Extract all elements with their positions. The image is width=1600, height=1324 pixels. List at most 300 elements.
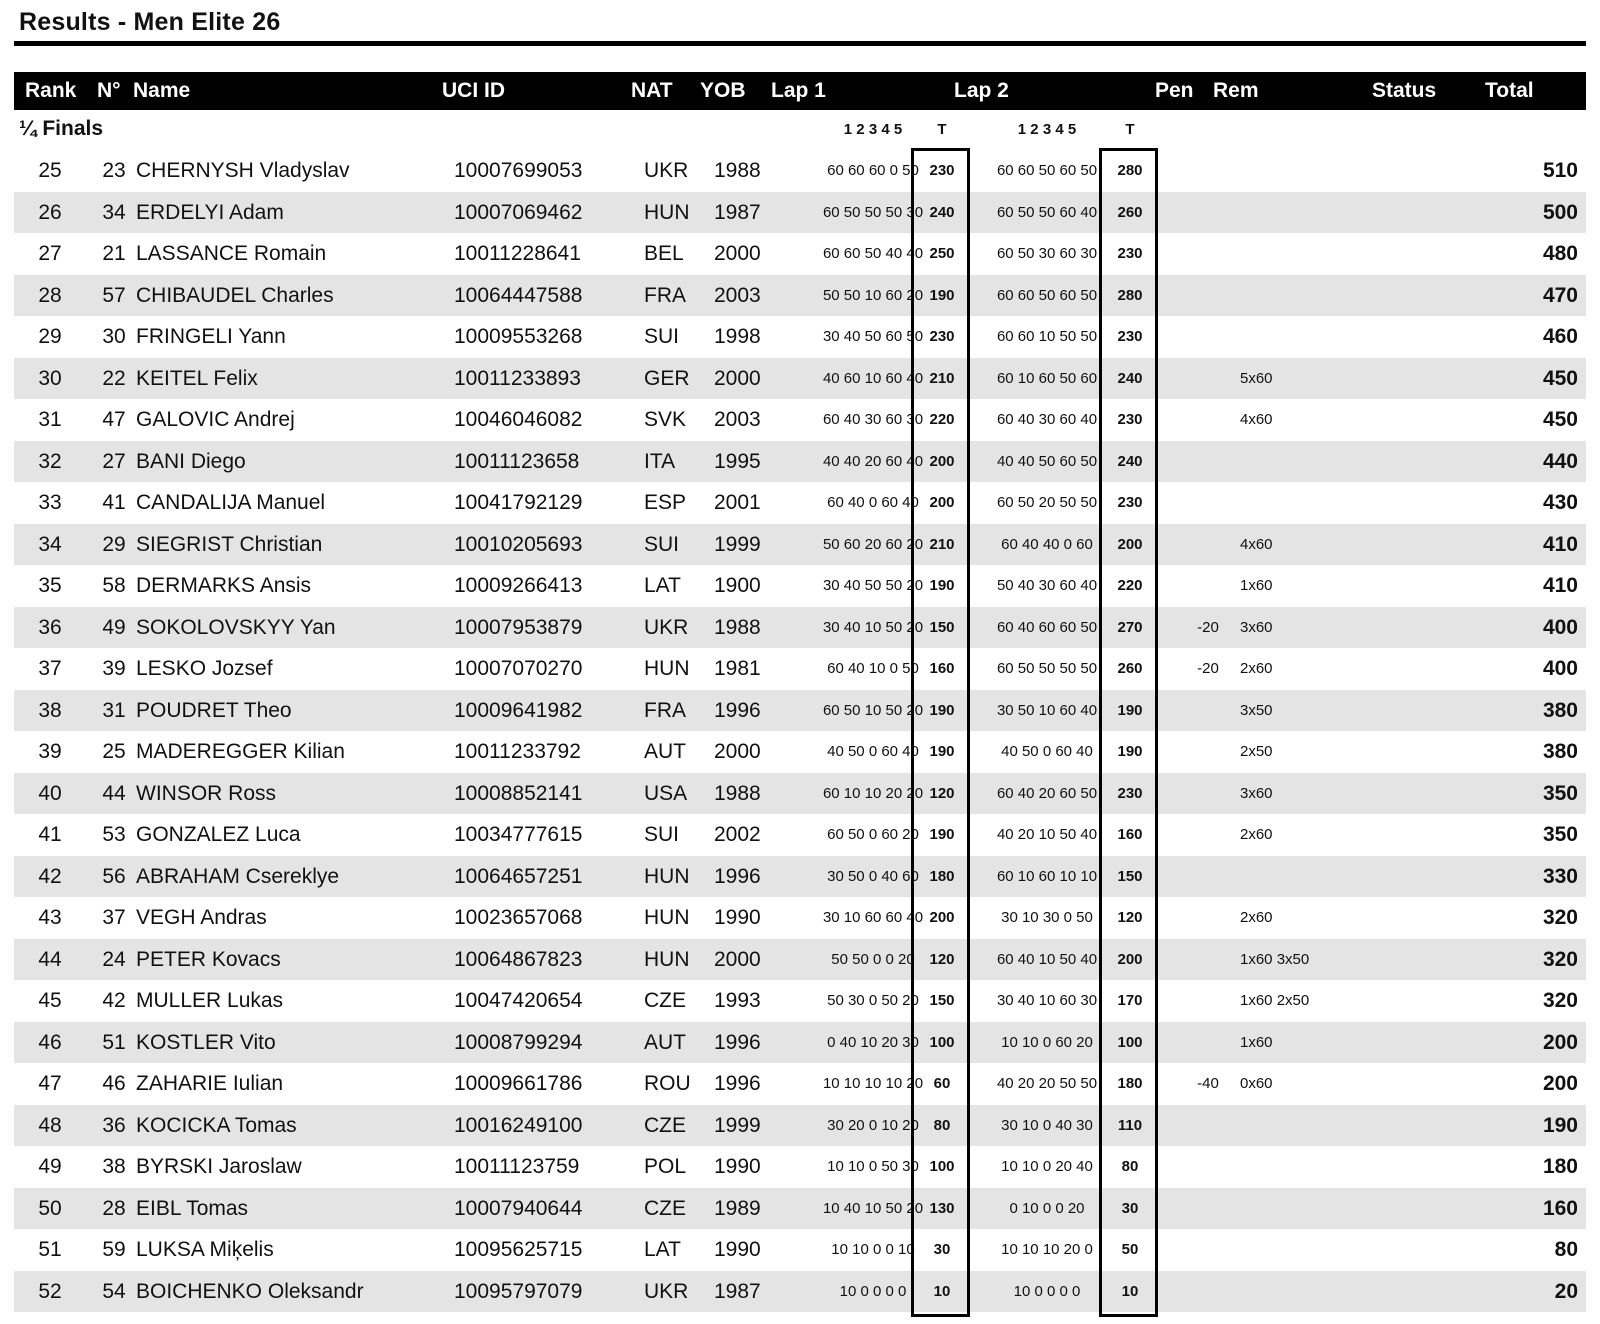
table-row [14, 1105, 1586, 1147]
table-row [14, 856, 1586, 898]
number-cell: 58 [102, 574, 126, 597]
rank-cell: 25 [38, 159, 62, 182]
header-number: N° [97, 79, 121, 102]
lap1-scores-cell: 30 10 60 60 40 [822, 909, 924, 926]
total-cell: 200 [1542, 1072, 1578, 1095]
nat-cell: FRA [644, 283, 686, 307]
number-cell: 39 [102, 657, 126, 680]
nat-cell: CZE [644, 1196, 686, 1220]
table-row [14, 192, 1586, 234]
number-cell: 30 [102, 325, 126, 348]
rank-cell: 26 [38, 200, 62, 224]
lap2-scores-cell: 40 20 20 50 50 [996, 1075, 1098, 1092]
remarks-cell: 3x60 [1240, 618, 1273, 636]
total-cell: 200 [1542, 1030, 1578, 1054]
uci-id-cell: 10095625715 [454, 1238, 583, 1261]
name-cell: EIBL Tomas [136, 1196, 249, 1220]
uci-id-cell: 10009661786 [454, 1072, 583, 1095]
number-cell: 49 [102, 615, 126, 639]
table-row [14, 731, 1586, 773]
title-divider [14, 41, 1586, 46]
lap2-scores-cell: 60 50 20 50 50 [996, 494, 1098, 511]
lap1-total-cell: 200 [929, 452, 955, 470]
remarks-cell: 4x60 [1240, 411, 1273, 428]
uci-id-cell: 10009553268 [454, 325, 583, 348]
section-label: ¼ Finals [19, 117, 104, 140]
lap1-scores-cell: 60 40 0 60 40 [827, 494, 919, 511]
lap1-total-cell: 130 [929, 1199, 955, 1217]
name-cell: ERDELYI Adam [136, 200, 284, 224]
nat-cell: USA [644, 781, 688, 805]
lap1-total-cell: 190 [929, 701, 955, 719]
yob-cell: 2003 [714, 283, 761, 307]
header-total: Total [1485, 79, 1534, 102]
header-pen: Pen [1155, 79, 1194, 102]
lap1-total-cell: 160 [929, 660, 955, 677]
penalty-cell: -40 [1197, 1075, 1219, 1092]
lap1-scores-cell: 50 30 0 50 20 [827, 992, 919, 1009]
yob-cell: 2002 [714, 823, 761, 846]
rank-cell: 29 [38, 325, 62, 348]
table-row [14, 897, 1586, 939]
yob-cell: 1987 [714, 1279, 761, 1303]
yob-cell: 2000 [714, 242, 761, 265]
lap2-subheader: 1 2 3 4 5 [1017, 121, 1077, 138]
lap2-scores-cell: 10 10 0 20 40 [1001, 1158, 1093, 1175]
rank-cell: 48 [38, 1113, 62, 1137]
lap1-total-cell: 230 [929, 328, 955, 345]
lap1-total-cell: 200 [929, 494, 955, 511]
uci-id-cell: 10009266413 [454, 574, 583, 597]
number-cell: 42 [102, 989, 126, 1012]
total-cell: 470 [1542, 283, 1578, 307]
rank-cell: 51 [38, 1238, 62, 1261]
table-row [14, 150, 1586, 192]
yob-cell: 2000 [714, 947, 761, 971]
table-row [14, 441, 1586, 483]
uci-id-cell: 10034777615 [454, 823, 583, 846]
lap2-scores-cell: 60 60 10 50 50 [996, 328, 1098, 345]
table-row [14, 1146, 1586, 1188]
number-cell: 51 [102, 1030, 126, 1054]
yob-cell: 1999 [714, 532, 761, 556]
yob-cell: 1996 [714, 864, 761, 888]
yob-cell: 1987 [714, 200, 761, 224]
lap2-scores-cell: 60 60 50 60 50 [996, 162, 1098, 179]
name-cell: SIEGRIST Christian [136, 532, 323, 556]
lap2-total-cell: 180 [1117, 1075, 1143, 1092]
lap2-total-cell: 280 [1117, 162, 1143, 179]
nat-cell: POL [644, 1155, 687, 1178]
rank-cell: 45 [38, 989, 62, 1012]
total-cell: 450 [1542, 366, 1578, 390]
remarks-cell: 2x60 [1240, 909, 1273, 926]
total-cell: 320 [1542, 947, 1578, 971]
nat-cell: SVK [644, 408, 687, 431]
table-row [14, 1271, 1586, 1313]
nat-cell: CZE [644, 989, 686, 1012]
yob-cell: 1988 [714, 159, 761, 182]
lap1-scores-cell: 10 10 10 10 20 [822, 1075, 924, 1092]
lap2-scores-cell: 60 10 60 50 60 [996, 369, 1098, 387]
uci-id-cell: 10008799294 [454, 1030, 583, 1054]
rank-cell: 38 [38, 698, 62, 722]
lap2-total-cell: 170 [1117, 992, 1143, 1009]
total-cell: 400 [1542, 657, 1578, 680]
lap1-scores-cell: 10 0 0 0 0 [839, 1282, 907, 1300]
total-cell: 190 [1542, 1113, 1578, 1137]
number-cell: 21 [102, 242, 126, 265]
name-cell: CANDALIJA Manuel [136, 491, 326, 514]
lap2-scores-cell: 50 40 30 60 40 [996, 577, 1098, 594]
lap1-total-cell: 190 [929, 826, 955, 843]
name-cell: KEITEL Felix [136, 366, 258, 390]
lap2-total-cell: 190 [1117, 701, 1143, 719]
lap2-scores-cell: 60 40 20 60 50 [996, 784, 1098, 802]
remarks-cell: 3x50 [1240, 701, 1273, 719]
uci-id-cell: 10007953879 [454, 615, 583, 639]
lap2-total-cell: 230 [1117, 245, 1143, 262]
name-cell: MADEREGGER Kilian [136, 740, 345, 763]
table-row [14, 939, 1586, 981]
t2-subheader: T [1125, 121, 1135, 138]
number-cell: 57 [102, 283, 126, 307]
lap2-scores-cell: 40 40 50 60 50 [996, 452, 1098, 470]
lap1-total-cell: 230 [929, 162, 955, 179]
total-cell: 380 [1542, 698, 1578, 722]
uci-id-cell: 10007069462 [454, 200, 583, 224]
lap1-total-cell: 30 [933, 1241, 951, 1258]
number-cell: 29 [102, 532, 126, 556]
lap2-total-cell: 240 [1117, 369, 1143, 387]
yob-cell: 1996 [714, 1072, 761, 1095]
total-cell: 320 [1542, 989, 1578, 1012]
uci-id-cell: 10008852141 [454, 781, 583, 805]
total-cell: 410 [1542, 574, 1578, 597]
total-cell: 180 [1542, 1155, 1578, 1178]
lap1-scores-cell: 60 50 0 60 20 [827, 826, 919, 843]
lap2-total-cell: 260 [1117, 660, 1143, 677]
total-cell: 450 [1542, 408, 1578, 431]
total-cell: 350 [1542, 781, 1578, 805]
remarks-cell: 4x60 [1240, 535, 1273, 553]
number-cell: 24 [102, 947, 126, 971]
rank-cell: 49 [38, 1155, 62, 1178]
table-row [14, 814, 1586, 856]
yob-cell: 2000 [714, 740, 761, 763]
table-row [14, 1063, 1586, 1105]
rank-cell: 35 [38, 574, 62, 597]
number-cell: 23 [102, 159, 126, 182]
yob-cell: 1988 [714, 615, 761, 639]
page-title: Results - Men Elite 26 [19, 8, 281, 36]
lap2-scores-cell: 60 60 50 60 50 [996, 286, 1098, 304]
header-status: Status [1372, 79, 1437, 102]
lap1-scores-cell: 60 60 60 0 50 [827, 162, 919, 179]
lap1-total-cell: 210 [929, 535, 955, 553]
lap2-scores-cell: 60 10 60 10 10 [996, 867, 1098, 885]
lap2-scores-cell: 30 50 10 60 40 [996, 701, 1098, 719]
yob-cell: 1990 [714, 1238, 761, 1261]
uci-id-cell: 10064867823 [454, 947, 583, 971]
rank-cell: 33 [38, 491, 62, 514]
total-cell: 510 [1542, 159, 1578, 182]
t1-subheader: T [937, 121, 947, 138]
lap2-scores-cell: 10 10 10 20 0 [1001, 1241, 1093, 1258]
name-cell: KOSTLER Vito [136, 1030, 276, 1054]
uci-id-cell: 10011123658 [454, 449, 580, 473]
lap1-total-cell: 150 [929, 992, 955, 1009]
uci-id-cell: 10011233893 [454, 366, 581, 390]
uci-id-cell: 10046046082 [454, 408, 583, 431]
name-cell: PETER Kovacs [136, 947, 281, 971]
lap2-total-cell: 240 [1117, 452, 1143, 470]
total-cell: 380 [1542, 740, 1578, 763]
yob-cell: 1995 [714, 449, 761, 473]
rank-cell: 50 [38, 1196, 62, 1220]
nat-cell: AUT [644, 740, 686, 763]
lap1-scores-cell: 10 10 0 0 10 [831, 1241, 915, 1258]
table-row [14, 1022, 1586, 1064]
yob-cell: 1990 [714, 1155, 761, 1178]
rank-cell: 39 [38, 740, 62, 763]
uci-id-cell: 10011228641 [454, 242, 581, 265]
number-cell: 53 [102, 823, 126, 846]
lap1-scores-cell: 30 40 50 60 50 [822, 328, 924, 345]
number-cell: 27 [102, 449, 126, 473]
number-cell: 28 [102, 1196, 126, 1220]
yob-cell: 1989 [714, 1196, 761, 1220]
table-row [14, 233, 1586, 275]
uci-id-cell: 10023657068 [454, 906, 583, 929]
name-cell: KOCICKA Tomas [136, 1113, 297, 1137]
number-cell: 25 [102, 740, 126, 763]
lap1-scores-cell: 60 40 10 0 50 [827, 660, 919, 677]
nat-cell: AUT [644, 1030, 686, 1054]
header-lap2: Lap 2 [954, 79, 1009, 102]
uci-id-cell: 10064447588 [454, 283, 583, 307]
lap2-total-cell: 200 [1117, 535, 1143, 553]
name-cell: LESKO Jozsef [136, 657, 273, 680]
uci-id-cell: 10007699053 [454, 159, 583, 182]
lap2-scores-cell: 60 40 60 60 50 [996, 618, 1098, 636]
lap2-total-cell: 200 [1117, 950, 1143, 968]
name-cell: GALOVIC Andrej [136, 408, 295, 431]
lap1-total-cell: 10 [933, 1282, 951, 1300]
nat-cell: HUN [644, 906, 690, 929]
nat-cell: UKR [644, 615, 689, 639]
lap2-scores-cell: 60 50 50 50 50 [996, 660, 1098, 677]
name-cell: BANI Diego [136, 449, 246, 473]
lap1-scores-cell: 10 10 0 50 30 [827, 1158, 919, 1175]
lap2-total-cell: 230 [1117, 784, 1143, 802]
rank-cell: 47 [38, 1072, 62, 1095]
total-cell: 20 [1554, 1279, 1578, 1303]
lap1-scores-cell: 50 50 0 0 20 [831, 950, 915, 968]
table-row [14, 607, 1586, 649]
nat-cell: CZE [644, 1113, 686, 1137]
number-cell: 36 [102, 1113, 126, 1137]
lap1-scores-cell: 60 40 30 60 30 [822, 411, 924, 428]
lap1-scores-cell: 40 40 20 60 40 [822, 452, 924, 470]
yob-cell: 2000 [714, 366, 761, 390]
lap2-scores-cell: 60 40 40 0 60 [1001, 535, 1093, 553]
lap1-scores-cell: 60 50 10 50 20 [822, 701, 924, 719]
yob-cell: 1998 [714, 325, 761, 348]
lap2-scores-cell: 60 50 30 60 30 [996, 245, 1098, 262]
lap1-total-cell: 190 [929, 577, 955, 594]
lap2-scores-cell: 10 0 0 0 0 [1013, 1282, 1081, 1300]
remarks-cell: 2x60 [1240, 826, 1273, 843]
lap1-total-cell: 100 [929, 1158, 955, 1175]
name-cell: SOKOLOVSKYY Yan [136, 615, 336, 639]
table-row [14, 358, 1586, 400]
name-cell: GONZALEZ Luca [136, 823, 301, 846]
name-cell: BOICHENKO Oleksandr [136, 1279, 364, 1303]
name-cell: DERMARKS Ansis [136, 574, 312, 597]
uci-id-cell: 10009641982 [454, 698, 583, 722]
lap1-total-cell: 250 [929, 245, 955, 262]
nat-cell: HUN [644, 947, 690, 971]
lap2-total-cell: 30 [1121, 1199, 1139, 1217]
lap2-scores-cell: 40 50 0 60 40 [1001, 743, 1093, 760]
total-cell: 430 [1542, 491, 1578, 514]
lap1-total-cell: 80 [933, 1116, 951, 1134]
total-cell: 400 [1542, 615, 1578, 639]
lap1-scores-cell: 60 50 50 50 30 [822, 203, 924, 221]
header-rem: Rem [1213, 79, 1259, 102]
lap1-scores-cell: 60 60 50 40 40 [822, 245, 924, 262]
rank-cell: 42 [38, 864, 62, 888]
lap1-total-cell: 120 [929, 784, 955, 802]
name-cell: WINSOR Ross [136, 781, 277, 805]
lap2-total-cell: 150 [1117, 867, 1143, 885]
yob-cell: 1993 [714, 989, 761, 1012]
number-cell: 31 [102, 698, 126, 722]
table-row [14, 524, 1586, 566]
rank-cell: 31 [38, 408, 62, 431]
results-table [14, 150, 1586, 1312]
rank-cell: 32 [38, 449, 62, 473]
nat-cell: ESP [644, 491, 687, 514]
lap2-total-cell: 230 [1117, 494, 1143, 511]
nat-cell: ITA [644, 449, 676, 473]
uci-id-cell: 10007940644 [454, 1196, 583, 1220]
lap1-scores-cell: 30 50 0 40 60 [827, 867, 919, 885]
remarks-cell: 2x60 [1240, 660, 1273, 677]
name-cell: POUDRET Theo [136, 698, 292, 722]
number-cell: 56 [102, 864, 126, 888]
remarks-cell: 1x60 3x50 [1240, 950, 1310, 968]
total-cell: 460 [1542, 325, 1578, 348]
rank-cell: 37 [38, 657, 62, 680]
lap1-total-cell: 190 [929, 286, 955, 304]
remarks-cell: 1x60 2x50 [1240, 992, 1310, 1009]
lap2-scores-cell: 30 10 0 40 30 [1001, 1116, 1093, 1134]
lap1-total-cell: 210 [929, 369, 955, 387]
nat-cell: HUN [644, 200, 690, 224]
table-row [14, 1188, 1586, 1230]
table-header [14, 72, 1586, 110]
table-row [14, 773, 1586, 815]
nat-cell: BEL [644, 242, 684, 265]
number-cell: 44 [102, 781, 126, 805]
name-cell: ABRAHAM Csereklye [136, 864, 340, 888]
rank-cell: 30 [38, 366, 62, 390]
total-cell: 500 [1542, 200, 1578, 224]
header-name: Name [133, 79, 191, 102]
lap2-scores-cell: 30 40 10 60 30 [996, 992, 1098, 1009]
lap2-total-cell: 260 [1117, 203, 1143, 221]
lap1-scores-cell: 30 20 0 10 20 [827, 1116, 919, 1134]
number-cell: 38 [102, 1155, 126, 1178]
uci-id-cell: 10095797079 [454, 1279, 583, 1303]
name-cell: CHERNYSH Vladyslav [136, 159, 350, 182]
total-cell: 320 [1542, 906, 1578, 929]
lap1-total-cell: 100 [929, 1033, 955, 1051]
nat-cell: SUI [644, 532, 680, 556]
lap1-scores-cell: 10 40 10 50 20 [822, 1199, 924, 1217]
lap2-total-cell: 120 [1117, 909, 1143, 926]
lap1-scores-cell: 30 40 50 50 20 [822, 577, 924, 594]
lap2-total-cell: 280 [1117, 286, 1143, 304]
name-cell: LASSANCE Romain [136, 242, 327, 265]
nat-cell: SUI [644, 325, 680, 348]
table-row [14, 648, 1586, 690]
yob-cell: 2003 [714, 408, 761, 431]
yob-cell: 1996 [714, 1030, 761, 1054]
nat-cell: GER [644, 366, 690, 390]
name-cell: LUKSA Miķelis [136, 1238, 274, 1261]
table-row [14, 316, 1586, 358]
remarks-cell: 1x60 [1240, 1033, 1273, 1051]
lap2-total-cell: 190 [1117, 743, 1143, 760]
lap1-total-cell: 150 [929, 618, 955, 636]
lap2-total-cell: 230 [1117, 328, 1143, 345]
lap1-scores-cell: 60 10 10 20 20 [822, 784, 924, 802]
table-row [14, 565, 1586, 607]
lap2-scores-cell: 0 10 0 0 20 [1009, 1199, 1085, 1217]
lap2-total-cell: 220 [1117, 577, 1143, 594]
nat-cell: SUI [644, 823, 680, 846]
remarks-cell: 0x60 [1240, 1075, 1273, 1092]
lap2-total-cell: 100 [1117, 1033, 1143, 1051]
lap2-total-cell: 110 [1117, 1116, 1143, 1134]
name-cell: CHIBAUDEL Charles [136, 283, 334, 307]
rank-cell: 44 [38, 947, 62, 971]
nat-cell: UKR [644, 1279, 689, 1303]
lap1-scores-cell: 50 60 20 60 20 [822, 535, 924, 553]
rank-cell: 46 [38, 1030, 62, 1054]
nat-cell: ROU [644, 1072, 691, 1095]
lap2-total-cell: 270 [1117, 618, 1143, 636]
total-cell: 160 [1542, 1196, 1578, 1220]
table-row [14, 1229, 1586, 1271]
rank-cell: 28 [38, 283, 62, 307]
table-row [14, 399, 1586, 441]
number-cell: 47 [102, 408, 126, 431]
lap1-total-cell: 180 [929, 867, 955, 885]
total-cell: 410 [1542, 532, 1578, 556]
lap2-total-cell: 10 [1121, 1282, 1139, 1300]
lap1-scores-cell: 40 50 0 60 40 [827, 743, 919, 760]
lap1-total-cell: 200 [929, 909, 955, 926]
table-row [14, 275, 1586, 317]
table-row [14, 482, 1586, 524]
lap1-total-cell: 220 [929, 411, 955, 428]
remarks-cell: 2x50 [1240, 743, 1273, 760]
lap1-total-cell: 240 [929, 203, 955, 221]
